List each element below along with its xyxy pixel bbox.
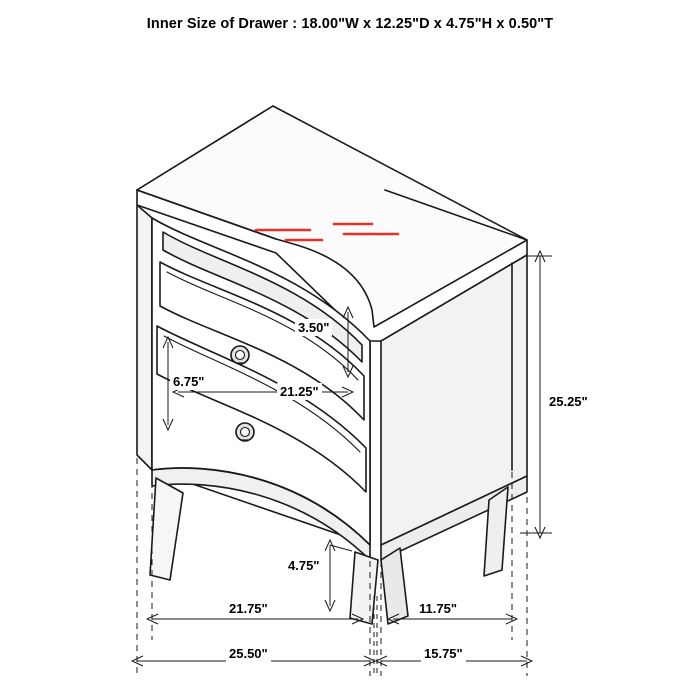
dim-label-21-75: 21.75"	[226, 600, 271, 617]
dim-4-75-line	[325, 540, 352, 611]
lower-drawer-knob	[236, 423, 254, 441]
dim-label-6-75: 6.75"	[170, 373, 207, 390]
leg-front-left	[150, 478, 183, 580]
dim-label-4-75: 4.75"	[285, 557, 322, 574]
dim-label-21-25: 21.25"	[277, 383, 322, 400]
page-title: Inner Size of Drawer : 18.00"W x 12.25"D x 4.75"H x 0.50"T	[146, 16, 554, 32]
dim-label-25-50: 25.50"	[226, 645, 271, 662]
leg-front-center	[350, 548, 408, 624]
dim-label-3-50: 3.50"	[295, 319, 332, 336]
dim-label-25-25: 25.25"	[546, 393, 591, 410]
center-break-marks	[374, 596, 377, 676]
dim-label-11-75: 11.75"	[416, 600, 460, 617]
dim-label-15-75: 15.75"	[421, 645, 466, 662]
